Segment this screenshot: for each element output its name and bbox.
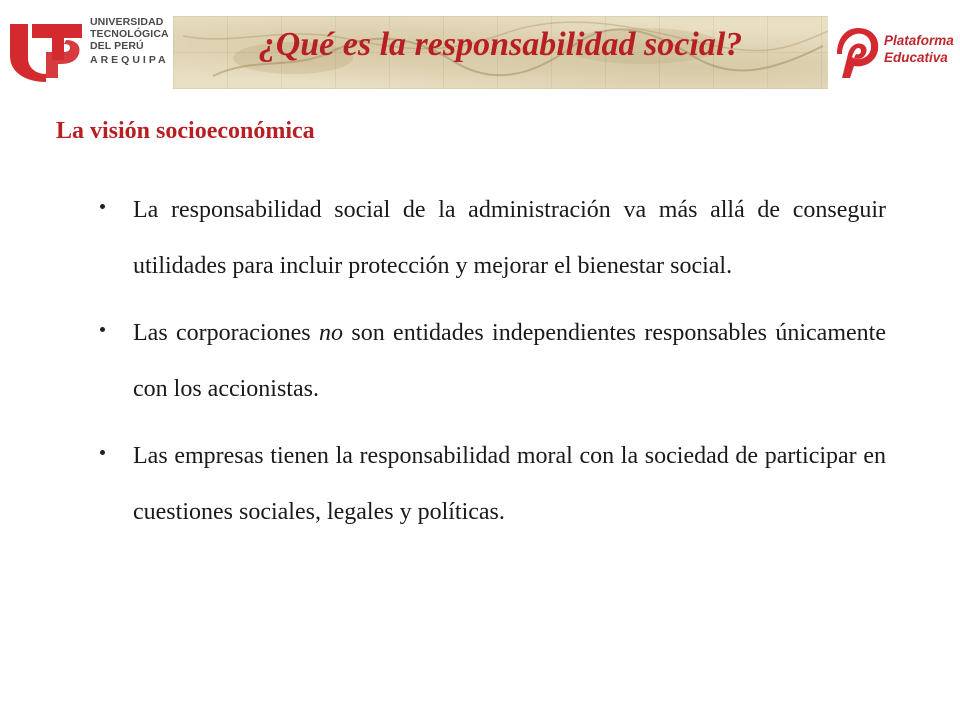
section-title: La visión socioeconómica <box>56 118 315 144</box>
bullet-text <box>133 305 886 417</box>
plataforma-educativa-icon <box>834 24 882 80</box>
bullet-list <box>100 182 886 540</box>
plataforma-line: Plataforma <box>884 33 954 48</box>
bullet-item <box>100 428 886 540</box>
slide-title: ¿Qué es la responsabilidad social? <box>258 26 743 63</box>
bullet-dot-icon <box>100 327 105 332</box>
university-name <box>90 16 182 66</box>
bullet-text-emphasis: no <box>318 320 343 346</box>
bullet-text-end: son entidades independientes responsables únicamente con los accionistas. <box>133 320 886 402</box>
slide-header <box>0 0 960 100</box>
bullet-text: Las empresas tienen la responsabilidad moral con la sociedad de participar en cuestiones sociales, legales y políticas. <box>133 443 886 525</box>
university-city: AREQUIPA <box>90 54 169 66</box>
bullet-item <box>100 305 886 417</box>
bullet-dot-icon <box>100 204 105 209</box>
title-banner <box>173 16 828 89</box>
plataforma-educativa-logo <box>834 24 954 84</box>
university-line-2: TECNOLÓGICA <box>90 28 169 40</box>
bullet-text-start: Las corporaciones <box>133 320 319 346</box>
bullet-text: La responsabilidad social de la administración va más allá de conseguir utilidades para incluir protección y mejorar el bienestar social. <box>133 197 886 279</box>
utp-logo-icon <box>8 18 84 84</box>
bullet-dot-icon <box>100 450 105 455</box>
university-line-3: DEL PERÚ <box>90 40 144 52</box>
plataforma-educativa-name <box>884 32 954 66</box>
educativa-line: Educativa <box>884 50 948 65</box>
university-line-1: UNIVERSIDAD <box>90 16 164 28</box>
bullet-item <box>100 182 886 294</box>
utp-logo <box>8 14 180 86</box>
